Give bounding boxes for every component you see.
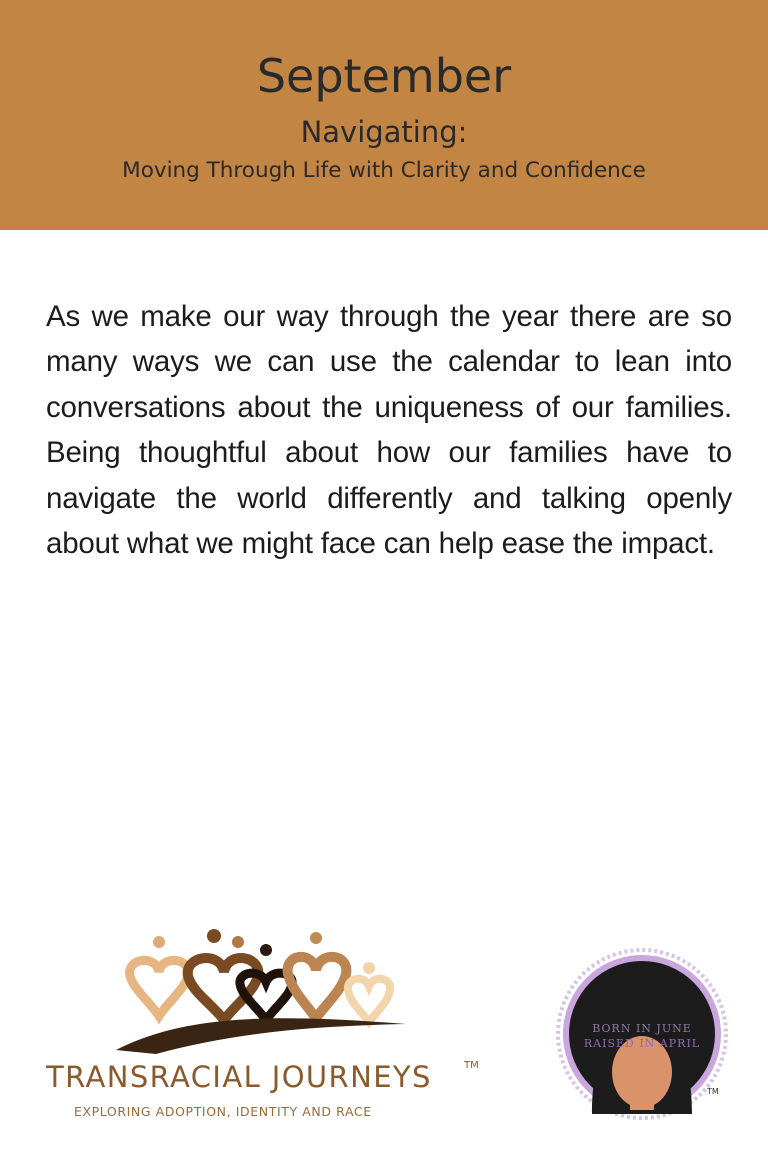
theme-title: Navigating: [300, 115, 468, 149]
brand-tagline: EXPLORING ADOPTION, IDENTITY AND RACE [74, 1104, 372, 1119]
body-paragraph: As we make our way through the year there are so many ways we can use the calendar to lean into conversations about the uniqueness of our families. Being thoughtful about how our families have to navigate the world differently and talking openly about what we might face can help ease the impact. [46, 300, 732, 561]
seal-text-line1: BORN IN JUNE [592, 1022, 692, 1035]
seal-icon [552, 944, 732, 1124]
seal-trademark: TM [707, 1087, 719, 1096]
family-hearts-icon [116, 928, 416, 1058]
header-banner [0, 0, 768, 230]
born-in-june-seal-logo [552, 944, 732, 1124]
month-title: September [256, 49, 512, 103]
transracial-journeys-logo [46, 920, 486, 1140]
brand-trademark: TM [464, 1060, 479, 1071]
seal-text-line2: RAISED IN APRIL [583, 1037, 701, 1050]
brand-name: TRANSRACIAL JOURNEYS [46, 1060, 432, 1094]
theme-subtitle: Moving Through Life with Clarity and Confidence [122, 158, 646, 183]
